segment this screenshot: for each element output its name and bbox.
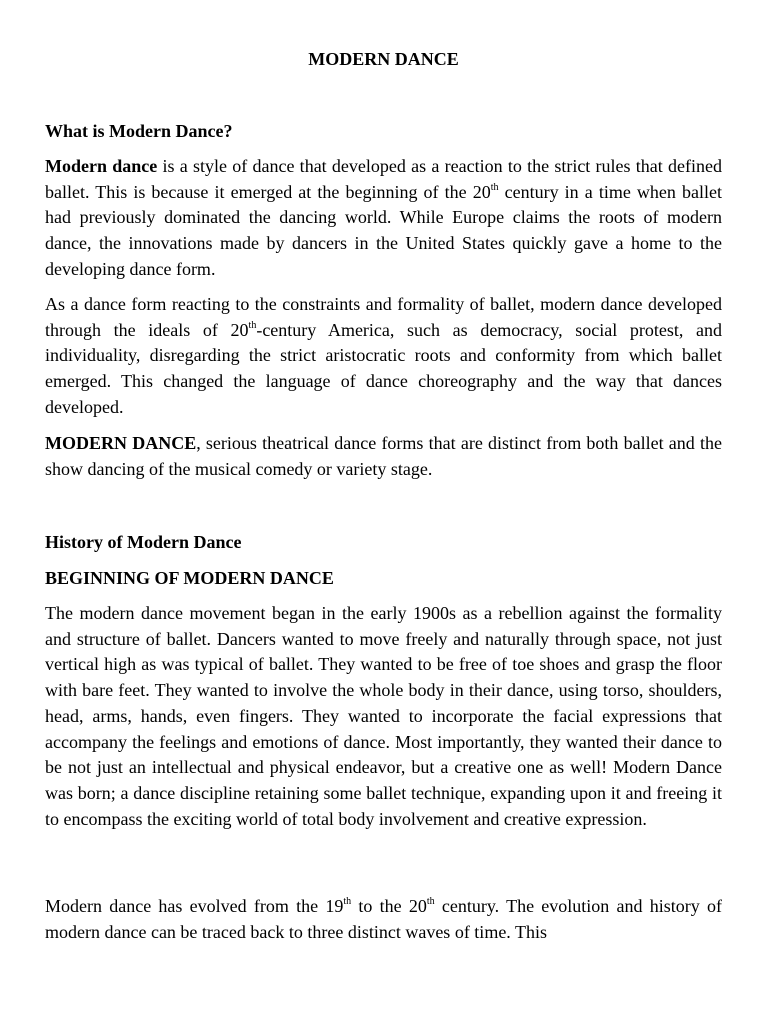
subheading-beginning: BEGINNING OF MODERN DANCE	[45, 568, 334, 588]
paragraph-evolution	[45, 894, 722, 945]
paragraph-text: century in a time when ballet had previously dominated the dancing world. While Europe claims the roots of modern dance, the innovations made by dancers in the United States quickly gave a home to the developing dance form.	[45, 181, 722, 279]
paragraph-beginning: The modern dance movement began in the early 1900s as a rebellion against the formality and structure of ballet. Dancers wanted to move freely and naturally through space, not just vertical high as was typical of ballet. They wanted to be free of toe shoes and grasp the floor with bare feet. They wanted to involve the whole body in their dance, using torso, shoulders, head, arms, hands, even fingers. They wanted to incorporate the facial expressions that accompany the feelings and emotions of dance. Most importantly, they wanted their dance to be not just an intellectual and physical endeavor, but a creative one as well! Modern Dance was born; a dance discipline retaining some ballet technique, expanding upon it and freeing it to encompass the exciting world of total body involvement and creative expression.	[45, 603, 722, 829]
paragraph-text: is a style of dance that developed as a reaction to the strict rules that defined ballet. This is because it emerged at the beginning of the 20	[45, 156, 723, 202]
page-title: MODERN DANCE	[308, 49, 459, 69]
paragraph-text: to the 20	[351, 896, 427, 916]
paragraph-text: , serious theatrical dance forms that are distinct from both ballet and the show dancing of the musical comedy or variety stage.	[45, 433, 722, 479]
paragraph-text: century. The evolution and history of modern dance can be traced back to three distinct waves of time. This	[45, 896, 722, 942]
paragraph-text: As a dance form reacting to the constraints and formality of ballet, modern dance developed through the ideals of 20	[45, 294, 722, 340]
superscript: th	[248, 319, 257, 331]
bold-term: MODERN DANCE	[45, 433, 197, 453]
superscript: th	[426, 896, 435, 907]
section-heading-what-is: What is Modern Dance?	[45, 121, 233, 141]
section-heading-history: History of Modern Dance	[45, 532, 242, 552]
paragraph-ideals	[45, 292, 722, 421]
superscript: th	[343, 896, 352, 907]
paragraph-text: Modern dance has evolved from the 19	[45, 896, 344, 916]
superscript: th	[490, 181, 499, 193]
bold-term: Modern dance	[45, 156, 158, 176]
paragraph-text: -century America, such as democracy, social protest, and individuality, disregarding the strict aristocratic roots and conformity from which ballet emerged. This changed the language of dance choreography and the way that dances developed.	[45, 319, 722, 417]
paragraph-theatrical	[45, 431, 722, 482]
paragraph-definition	[45, 154, 722, 283]
